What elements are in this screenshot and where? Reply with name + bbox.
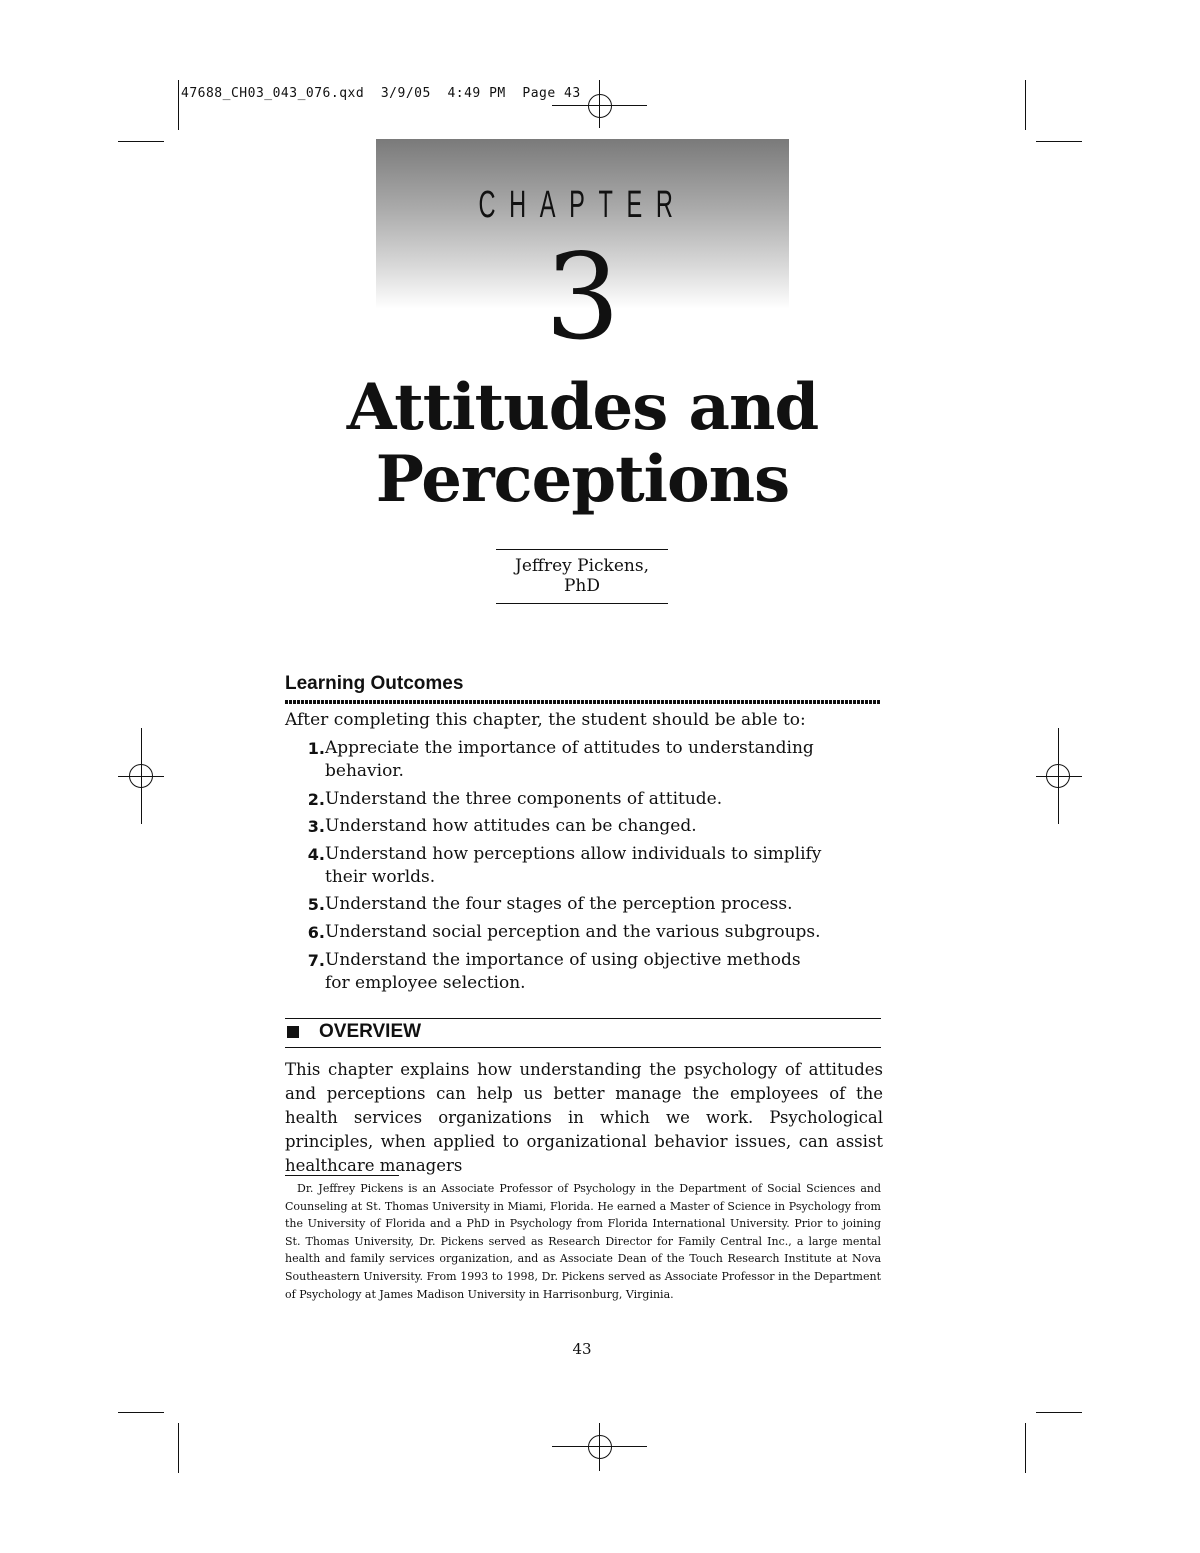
learning-outcome-item: [285, 843, 885, 889]
learning-outcome-number: 2.: [307, 789, 325, 809]
learning-outcome-text: Understand the four stages of the perception process.: [325, 894, 793, 915]
learning-outcome-item: [285, 815, 885, 838]
crop-mark-top-right-vertical: [1025, 80, 1026, 130]
author-name: Jeffrey Pickens, PhD: [496, 549, 668, 604]
learning-outcome-text: Appreciate the importance of attitudes to understanding behavior.: [325, 738, 814, 781]
registration-target-left: [129, 764, 153, 788]
learning-outcome-number: 3.: [307, 817, 325, 837]
learning-outcome-item: [285, 921, 885, 944]
learning-outcome-text: Understand social perception and the various subgroups.: [325, 921, 821, 942]
footnote-rule: [285, 1175, 399, 1176]
learning-outcome-text: Understand how perceptions allow individuals to simplify their worlds.: [325, 843, 822, 887]
overview-bullet-square: [287, 1026, 299, 1038]
chapter-title-line-1: Attitudes and: [346, 370, 819, 445]
overview-rule-top: [285, 1018, 881, 1019]
author-block: [496, 549, 668, 604]
learning-outcome-item: [285, 949, 885, 995]
crop-mark-bottom-right-horizontal: [1036, 1412, 1082, 1413]
learning-outcome-item: [285, 788, 885, 811]
footnote-text: Dr. Jeffrey Pickens is an Associate Professor of Psychology in the Department of Social Sciences and Counseling at St. Thomas University in Miami, Florida. He earned a Master of Science in Psychology from the University of Florida and a PhD in Psychology from Florida International University. Prior to joining St. Thomas University, Dr. Pickens served as Research Director for Family Central Inc., a large mental health and family services organization, and as Associate Dean of the Touch Research Institute at Nova Southeastern University. From 1993 to 1998, Dr. Pickens served as Associate Professor in the Department of Psychology at James Madison University in Harrisonburg, Virginia.: [285, 1182, 881, 1301]
learning-outcomes-intro: After completing this chapter, the student should be able to:: [285, 710, 806, 730]
overview-heading: OVERVIEW: [319, 1021, 422, 1042]
learning-outcomes-list: [285, 737, 885, 999]
crop-mark-bottom-left-horizontal: [118, 1412, 164, 1413]
learning-outcome-text: Understand the three components of attitude.: [325, 788, 723, 809]
chapter-title: [300, 372, 865, 516]
registration-target-top: [588, 94, 612, 118]
learning-outcomes-heading: Learning Outcomes: [285, 673, 464, 694]
learning-outcome-item: [285, 737, 885, 783]
learning-outcome-text: Understand the importance of using objective methods for employee selection.: [325, 949, 801, 993]
learning-outcome-number: 5.: [307, 895, 325, 915]
chapter-number: 3: [544, 228, 621, 366]
learning-outcome-text: Understand how attitudes can be changed.: [325, 816, 697, 837]
learning-outcome-number: 4.: [307, 844, 325, 864]
crop-mark-top-left-horizontal: [118, 141, 164, 142]
overview-body: This chapter explains how understanding the psychology of attitudes and perceptions can help us better manage the employees of the health services organizations in which we work. Psychological principles, when applied to organizational behavior issues, can assist healthcare managers: [285, 1060, 883, 1175]
learning-outcome-number: 6.: [307, 922, 325, 942]
registration-target-bottom: [588, 1435, 612, 1459]
printer-slug: 47688_CH03_043_076.qxd 3/9/05 4:49 PM Page 43: [181, 86, 581, 101]
learning-outcome-number: 7.: [307, 950, 325, 970]
chapter-label: CHAPTER: [478, 184, 687, 226]
crop-mark-top-left-vertical: [178, 80, 179, 130]
overview-rule-bottom: [285, 1047, 881, 1048]
crop-mark-bottom-right-vertical: [1025, 1423, 1026, 1473]
registration-target-right: [1046, 764, 1070, 788]
learning-outcome-item: [285, 893, 885, 916]
crop-mark-top-right-horizontal: [1036, 141, 1082, 142]
page-number: 43: [572, 1340, 592, 1358]
learning-outcomes-rule: [285, 700, 881, 704]
chapter-title-line-2: Perceptions: [375, 442, 790, 517]
learning-outcome-number: 1.: [307, 739, 325, 758]
crop-mark-bottom-left-vertical: [178, 1423, 179, 1473]
